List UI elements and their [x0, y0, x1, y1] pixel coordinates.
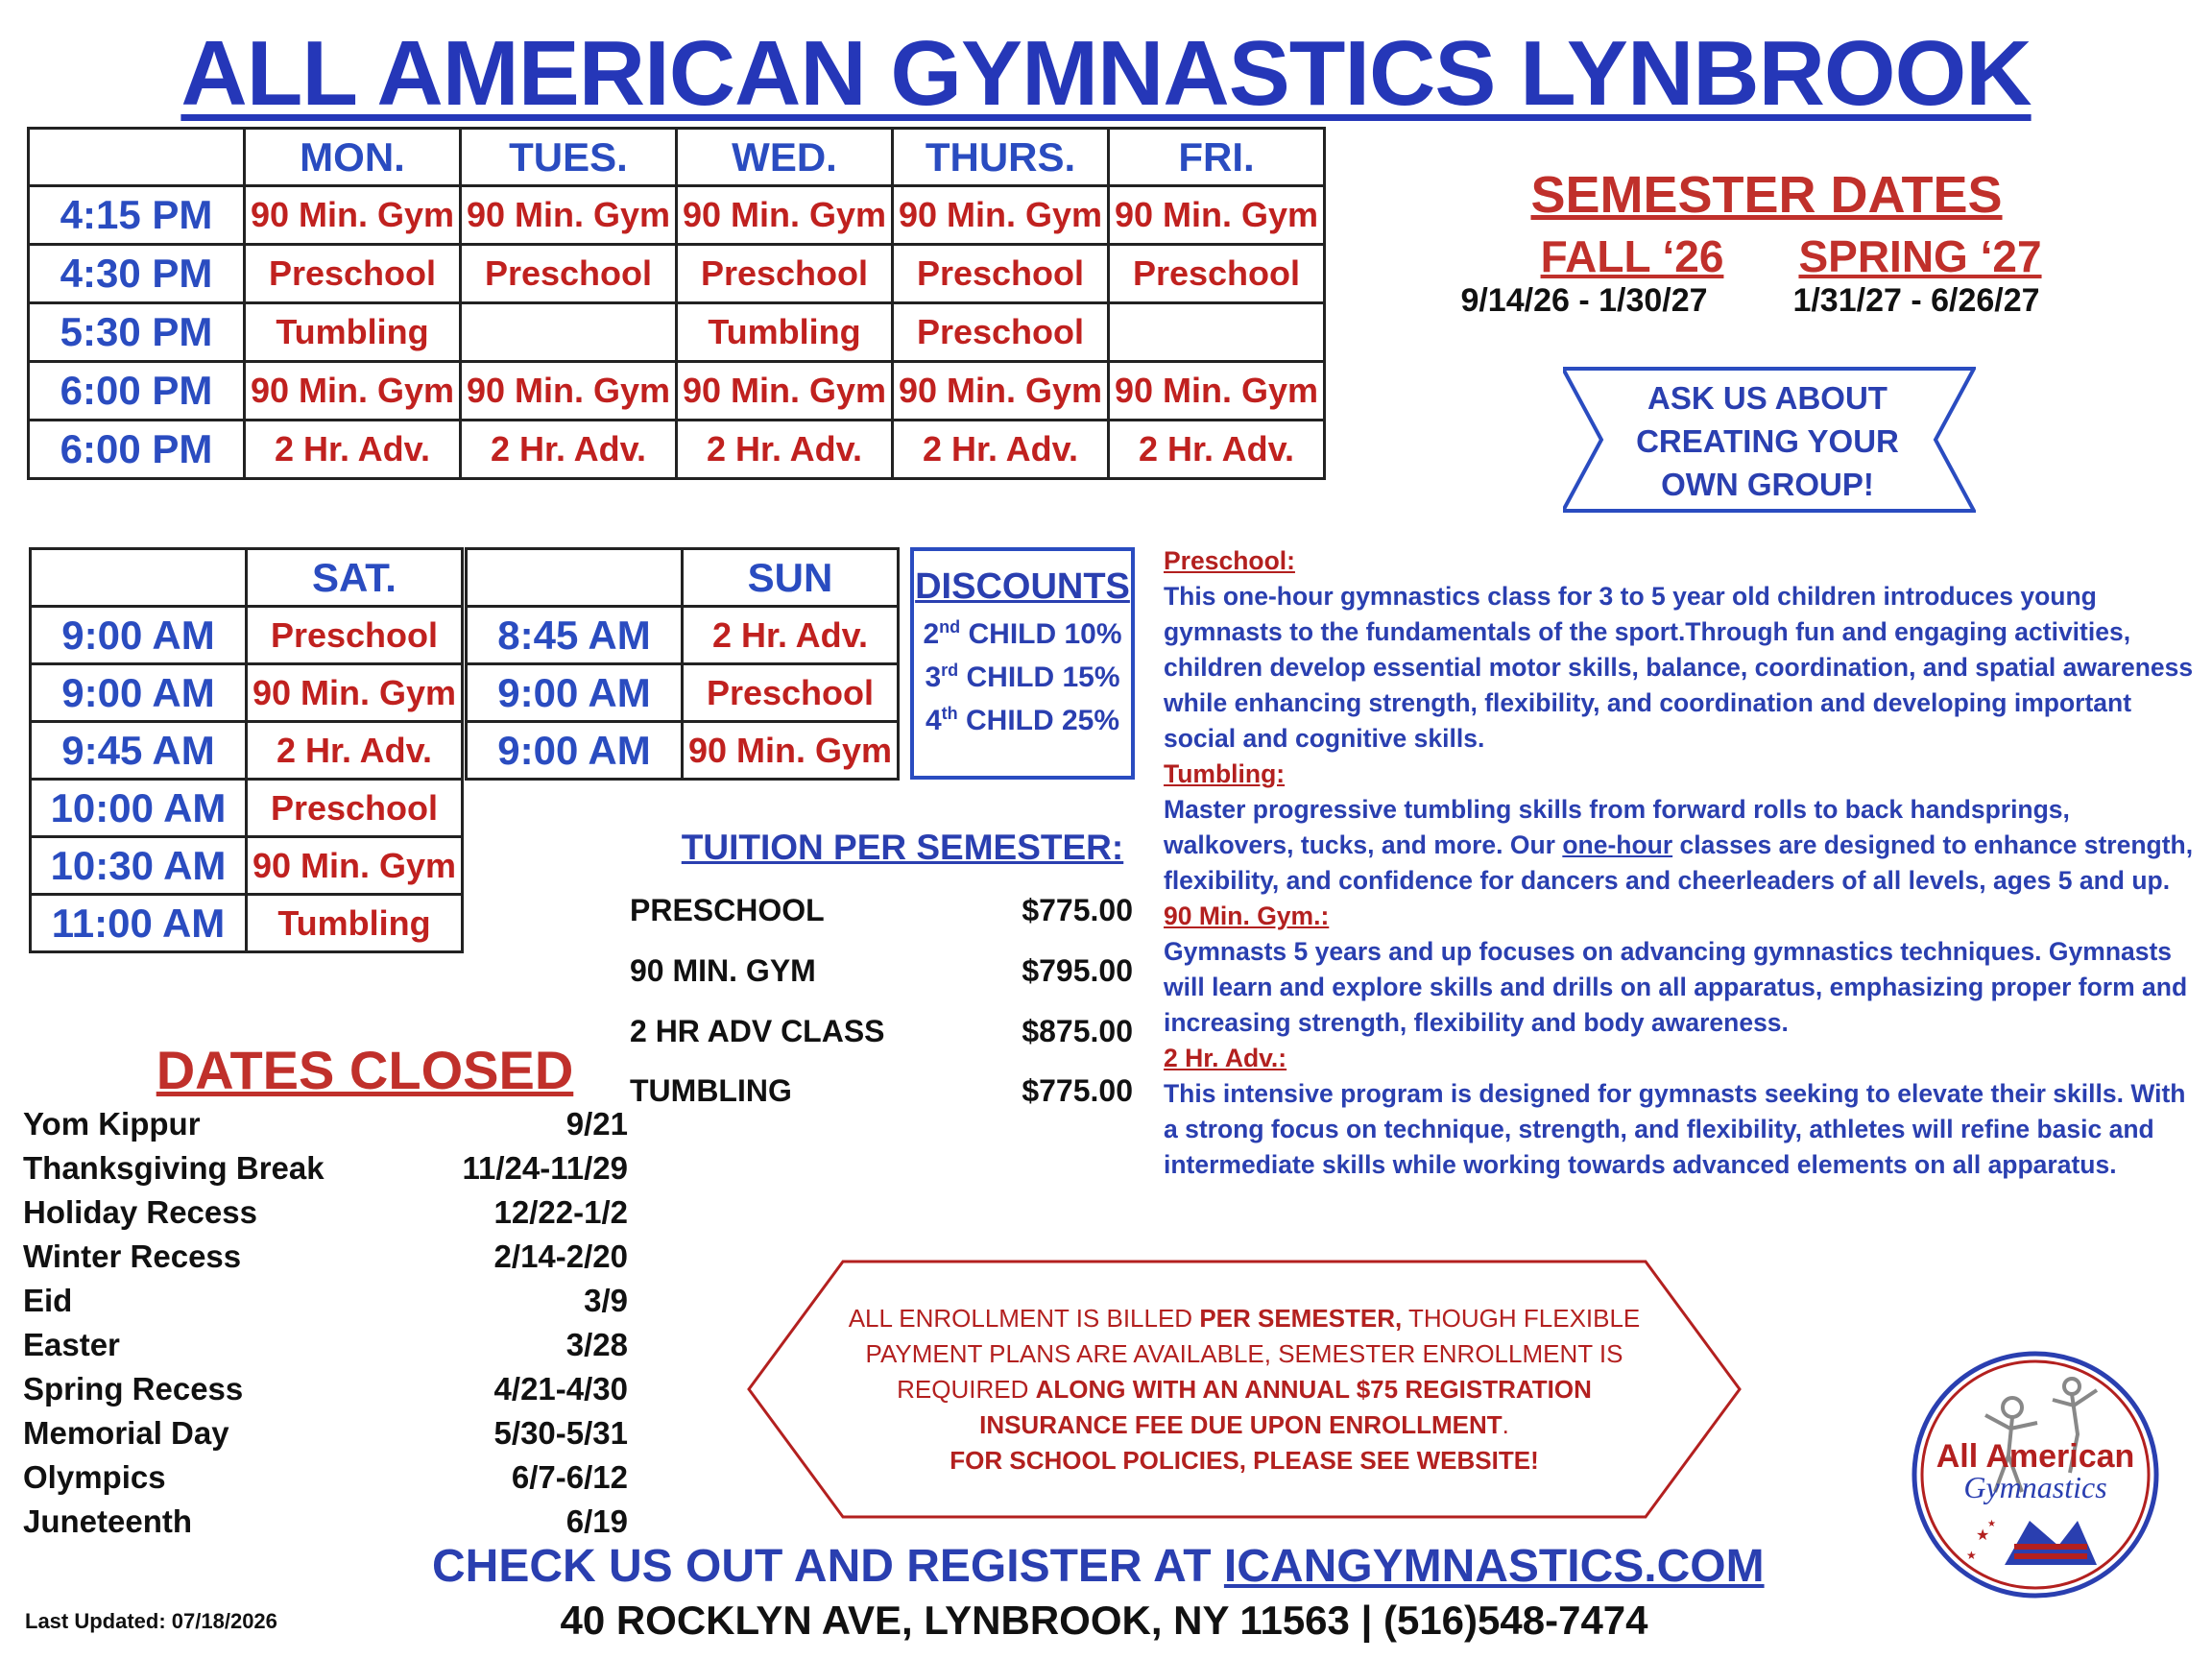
time-cell: 6:00 PM [29, 362, 245, 421]
svg-text:All American: All American [1936, 1438, 2135, 1475]
discounts-box [910, 547, 1135, 780]
tumbling-description: Master progressive tumbling skills from forward rolls to back handsprings, walkovers, tucks, and more. Our one-hour classes are designed to enhance strength, flexibility, and confidence for dancers and cheerleaders of all levels, ages 5 and up. [1164, 795, 2194, 895]
tuition-row: PRESCHOOL $775.00 [630, 893, 1133, 927]
svg-text:★: ★ [1966, 1549, 1977, 1562]
time-cell: 10:30 AM [31, 837, 247, 895]
class-cell: Tumbling [247, 895, 463, 952]
table-row [29, 303, 1325, 362]
dates-closed-title: DATES CLOSED [156, 1040, 574, 1100]
time-cell: 11:00 AM [31, 895, 247, 952]
time-cell: 10:00 AM [31, 780, 247, 837]
table-row [31, 837, 463, 895]
last-updated: Last Updated: 07/18/2026 [25, 1609, 277, 1633]
enrollment-notice-text: ALL ENROLLMENT IS BILLED PER SEMESTER, THOUGH FLEXIBLE PAYMENT PLANS ARE AVAILABLE, SEMESTER ENROLLMENT IS REQUIRED ALONG WITH AN ANNUAL $75 REGISTRATION INSURANCE FEE DUE UPON ENROLLMENT. FOR SCHOOL POLICIES, PLEASE SEE WEBSITE! [848, 1304, 1641, 1475]
table-row [29, 362, 1325, 421]
time-cell: 4:15 PM [29, 186, 245, 245]
semester-dates-title: SEMESTER DATES [1530, 166, 2003, 224]
day-header-mon: MON. [245, 129, 461, 186]
closed-row: Holiday Recess 12/22-1/2 [23, 1194, 628, 1230]
class-cell [1109, 303, 1325, 362]
svg-text:★: ★ [1987, 1519, 1996, 1529]
class-cell: Preschool [247, 780, 463, 837]
day-header-thu: THURS. [893, 129, 1109, 186]
table-row [29, 245, 1325, 303]
corner-cell [31, 549, 247, 607]
class-cell: 90 Min. Gym [677, 186, 893, 245]
closed-row: Juneteenth 6/19 [23, 1503, 628, 1539]
discount-item: 4th CHILD 25% [925, 704, 1120, 736]
class-cell: 2 Hr. Adv. [1109, 421, 1325, 479]
ask-line: CREATING YOUR [1636, 423, 1899, 459]
time-cell: 9:45 AM [31, 722, 247, 780]
closed-row: Spring Recess 4/21-4/30 [23, 1371, 628, 1407]
day-header-sun: SUN [683, 549, 899, 607]
class-cell: Preschool [893, 245, 1109, 303]
time-cell: 9:00 AM [467, 664, 683, 722]
ask-banner-text [1613, 376, 1922, 506]
sunday-schedule-table [465, 547, 900, 781]
class-cell: 2 Hr. Adv. [683, 607, 899, 664]
closed-row: Thanksgiving Break 11/24-11/29 [23, 1150, 628, 1186]
class-cell: Preschool [677, 245, 893, 303]
table-row [29, 186, 1325, 245]
closed-row: Winter Recess 2/14-2/20 [23, 1238, 628, 1274]
tuition-row: 90 MIN. GYM $795.00 [630, 953, 1133, 988]
gym-heading: 90 Min. Gym.: [1164, 902, 1330, 930]
table-row [31, 780, 463, 837]
svg-text:★: ★ [1976, 1527, 1990, 1544]
class-cell: 2 Hr. Adv. [677, 421, 893, 479]
gym-description: Gymnasts 5 years and up focuses on advancing gymnastics techniques. Gymnasts will learn and explore skills and drills on all apparatus, emphasizing proper form and increasing strength, flexibility and body awareness. [1164, 937, 2188, 1037]
class-cell: 90 Min. Gym [461, 186, 677, 245]
table-row [467, 664, 899, 722]
class-cell: Preschool [245, 245, 461, 303]
class-cell: 90 Min. Gym [461, 362, 677, 421]
class-cell: Preschool [683, 664, 899, 722]
table-row [31, 722, 463, 780]
ask-line: ASK US ABOUT [1647, 380, 1887, 416]
corner-cell [29, 129, 245, 186]
day-header-sat: SAT. [247, 549, 463, 607]
class-cell: Tumbling [245, 303, 461, 362]
day-header-wed: WED. [677, 129, 893, 186]
class-cell: Preschool [247, 607, 463, 664]
preschool-heading: Preschool: [1164, 546, 1295, 575]
discounts-title: DISCOUNTS [915, 566, 1130, 607]
fall-label: FALL ‘26 [1540, 231, 1724, 281]
fall-dates: 9/14/26 - 1/30/27 [1460, 282, 1708, 319]
closed-row: Eid 3/9 [23, 1283, 628, 1318]
website-link[interactable]: ICANGYMNASTICS.COM [1223, 1541, 1765, 1592]
day-header-fri: FRI. [1109, 129, 1325, 186]
class-cell: 90 Min. Gym [247, 837, 463, 895]
adv-heading: 2 Hr. Adv.: [1164, 1044, 1287, 1072]
class-cell: 2 Hr. Adv. [461, 421, 677, 479]
spring-dates: 1/31/27 - 6/26/27 [1792, 282, 2040, 319]
discount-item: 2nd CHILD 10% [923, 617, 1122, 650]
class-cell: Preschool [461, 245, 677, 303]
register-cta: CHECK US OUT AND REGISTER AT ICANGYMNASTICS.COM [432, 1541, 1765, 1592]
day-header-tue: TUES. [461, 129, 677, 186]
table-row [467, 607, 899, 664]
time-cell: 9:00 AM [467, 722, 683, 780]
table-row [31, 895, 463, 952]
page-title: ALL AMERICAN GYMNASTICS LYNBROOK [180, 22, 2032, 125]
time-cell: 9:00 AM [31, 607, 247, 664]
weekday-schedule-table [27, 127, 1326, 480]
tuition-row: TUMBLING $775.00 [630, 1073, 1133, 1108]
tuition-title: TUITION PER SEMESTER: [681, 828, 1124, 867]
class-cell: 90 Min. Gym [677, 362, 893, 421]
tuition-row: 2 HR ADV CLASS $875.00 [630, 1014, 1133, 1048]
class-cell: 2 Hr. Adv. [247, 722, 463, 780]
class-cell: Tumbling [677, 303, 893, 362]
class-cell: 2 Hr. Adv. [893, 421, 1109, 479]
time-cell: 4:30 PM [29, 245, 245, 303]
table-row [467, 722, 899, 780]
class-cell: 90 Min. Gym [1109, 186, 1325, 245]
class-cell: 90 Min. Gym [893, 186, 1109, 245]
time-cell: 5:30 PM [29, 303, 245, 362]
class-cell: 90 Min. Gym [683, 722, 899, 780]
class-cell: 90 Min. Gym [245, 186, 461, 245]
svg-text:Gymnastics: Gymnastics [1963, 1470, 2107, 1504]
class-cell: 90 Min. Gym [245, 362, 461, 421]
all-american-gymnastics-logo [1909, 1348, 2162, 1601]
tumbling-heading: Tumbling: [1164, 759, 1286, 788]
saturday-schedule-table [29, 547, 464, 953]
closed-row: Olympics 6/7-6/12 [23, 1459, 628, 1495]
adv-description: This intensive program is designed for gymnasts seeking to elevate their skills. With a strong focus on technique, strength, and flexibility, athletes will refine basic and intermediate skills while working towards advanced elements on all apparatus. [1164, 1079, 2186, 1179]
class-cell: 90 Min. Gym [893, 362, 1109, 421]
class-cell [461, 303, 677, 362]
table-row [31, 664, 463, 722]
ask-line: OWN GROUP! [1661, 467, 1874, 502]
address-phone: 40 ROCKLYN AVE, LYNBROOK, NY 11563 | (516)548-7474 [560, 1598, 1648, 1643]
discount-item: 3rd CHILD 15% [925, 661, 1120, 693]
time-cell: 6:00 PM [29, 421, 245, 479]
class-cell: 90 Min. Gym [247, 664, 463, 722]
class-descriptions [1164, 543, 2200, 1183]
closed-row: Yom Kippur 9/21 [23, 1106, 628, 1142]
time-cell: 9:00 AM [31, 664, 247, 722]
preschool-description: This one-hour gymnastics class for 3 to 5 year old children introduces young gymnasts to the fundamentals of the sport.Through fun and engaging activities, children develop essential motor skills, balance, coordination, and spatial awareness while enhancing strength, flexibility, and coordination and developing important social and cognitive skills. [1164, 582, 2194, 753]
table-row [31, 607, 463, 664]
closed-row: Easter 3/28 [23, 1327, 628, 1362]
class-cell: Preschool [893, 303, 1109, 362]
closed-row: Memorial Day 5/30-5/31 [23, 1415, 628, 1451]
class-cell: 90 Min. Gym [1109, 362, 1325, 421]
class-cell: Preschool [1109, 245, 1325, 303]
class-cell: 2 Hr. Adv. [245, 421, 461, 479]
table-row [29, 421, 1325, 479]
time-cell: 8:45 AM [467, 607, 683, 664]
corner-cell [467, 549, 683, 607]
spring-label: SPRING ‘27 [1798, 231, 2042, 281]
